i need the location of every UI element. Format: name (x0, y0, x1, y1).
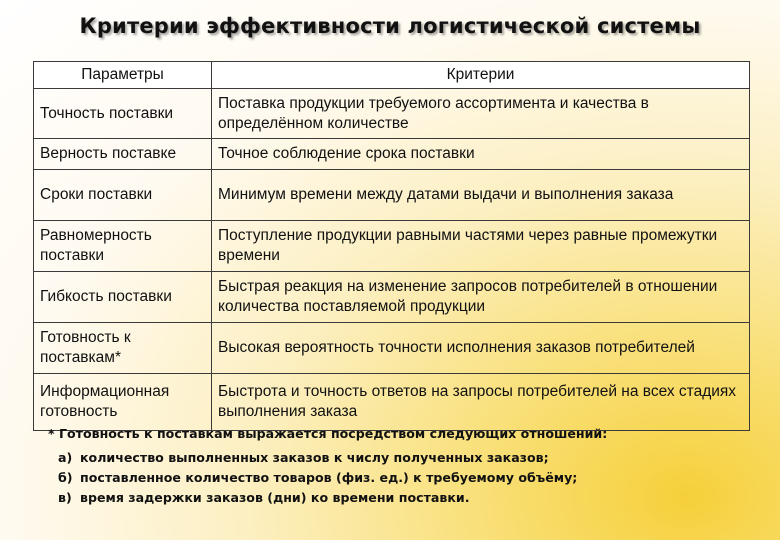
criteria-cell: Точное соблюдение срока поставки (212, 139, 750, 170)
criteria-cell: Быстрота и точность ответов на запросы потребителей на всех стадиях выполнения заказа (212, 374, 750, 431)
footnote-item (48, 488, 748, 508)
table-row (34, 170, 750, 221)
criteria-cell: Поставка продукции требуемого ассортимента и качества в определённом количестве (212, 89, 750, 139)
param-cell: Готовность к поставкам* (34, 323, 212, 374)
table-row (34, 323, 750, 374)
param-cell: Равномерность поставки (34, 221, 212, 272)
table-row (34, 221, 750, 272)
footnote-marker: а) (58, 450, 73, 465)
footnote (48, 426, 748, 508)
table-row (34, 374, 750, 431)
header-parameters: Параметры (34, 62, 212, 89)
footnote-item (48, 468, 748, 488)
param-cell: Верность поставке (34, 139, 212, 170)
param-cell: Гибкость поставки (34, 272, 212, 323)
footnote-text: количество выполненных заказов к числу полученных заказов; (80, 450, 549, 465)
param-cell: Информационная готовность (34, 374, 212, 431)
table-header-row (34, 62, 750, 89)
table-row (34, 272, 750, 323)
footnote-item (48, 448, 748, 468)
criteria-cell: Высокая вероятность точности исполнения заказов потребителей (212, 323, 750, 374)
param-cell: Точность поставки (34, 89, 212, 139)
criteria-table (33, 61, 750, 431)
table-row (34, 89, 750, 139)
param-cell: Сроки поставки (34, 170, 212, 221)
table-row (34, 139, 750, 170)
footnote-list (48, 448, 748, 508)
footnote-text: время задержки заказов (дни) ко времени поставки. (80, 490, 470, 505)
page-title: Критерии эффективности логистической системы (79, 14, 701, 38)
criteria-cell: Минимум времени между датами выдачи и выполнения заказа (212, 170, 750, 221)
criteria-cell: Поступление продукции равными частями через равные промежутки времени (212, 221, 750, 272)
footnote-marker: б) (58, 470, 73, 485)
criteria-cell: Быстрая реакция на изменение запросов потребителей в отношении количества поставляемой продукции (212, 272, 750, 323)
footnote-text: поставленное количество товаров (физ. ед.) к требуемому объёму; (80, 470, 578, 485)
footnote-marker: в) (58, 490, 72, 505)
footnote-heading: * Готовность к поставкам выражается посредством следующих отношений: (48, 426, 608, 441)
header-criteria: Критерии (212, 62, 750, 89)
